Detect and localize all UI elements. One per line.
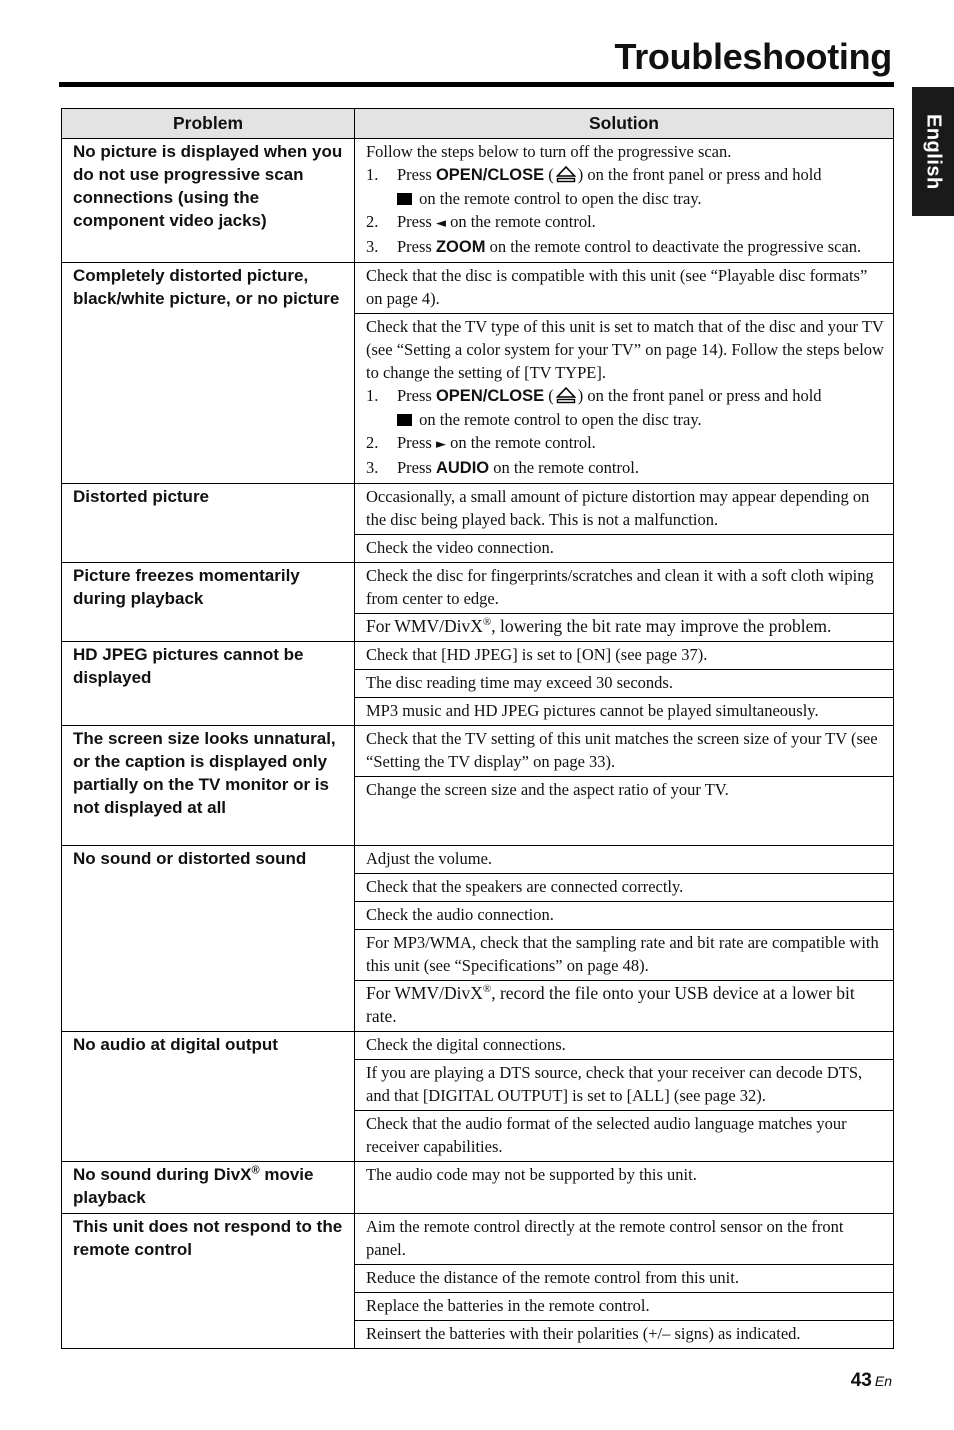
problem-cell: No picture is displayed when you do not use progressive scan connections (using the component video jacks) [62, 139, 355, 263]
language-tab [912, 87, 954, 216]
step-number: 3. [366, 458, 379, 477]
solution-cell: Adjust the volume. [355, 846, 894, 874]
step-text: Press [397, 237, 436, 256]
solution-text: , lowering the bit rate may improve the problem. [491, 616, 832, 636]
step-item [366, 431, 885, 456]
page-number-value: 43 [850, 1370, 872, 1391]
step-item: 1. Press OPEN/CLOSE ( ) on the front panel or press and hold on the remote control to open the disc tray. [366, 386, 822, 429]
audio-key: AUDIO [435, 459, 490, 477]
solution-cell [355, 139, 894, 263]
left-arrow-icon: ◄ [435, 216, 446, 231]
registered-mark: ® [482, 616, 492, 629]
problem-cell: Completely distorted picture, black/white picture, or no picture [62, 263, 355, 484]
problem-cell: HD JPEG pictures cannot be displayed [62, 642, 355, 726]
table-row [62, 1214, 894, 1265]
solution-cell: Check the video connection. [355, 535, 894, 563]
step-item [366, 235, 885, 259]
solution-cell: For MP3/WMA, check that the sampling rate and bit rate are compatible with this unit (see “Specifications” on page 48). [355, 930, 894, 981]
open-close-key: OPEN/CLOSE [435, 387, 545, 405]
solution-cell: Check that the TV setting of this unit matches the screen size of your TV (see “Setting the TV display” on page 33). [355, 726, 894, 777]
problem-text: No sound during DivX [73, 1165, 252, 1184]
step-text: Press [397, 165, 436, 184]
solution-cell: Reinsert the batteries with their polarities (+/– signs) as indicated. [355, 1321, 894, 1349]
solution-intro: Check that the TV type of this unit is set to match that of the disc and your TV (see “Setting a color system for your TV” on page 14). Follow the steps below to change the setting of [TV TYPE]. [366, 317, 884, 382]
table-row [62, 846, 894, 874]
step-text: on the remote control to deactivate the progressive scan. [485, 237, 862, 256]
solution-cell [355, 614, 894, 642]
step-text: on the remote control. [445, 433, 596, 452]
step-text: Press [397, 458, 436, 477]
table-row [62, 139, 894, 263]
zoom-key: ZOOM [435, 238, 486, 256]
step-number: 1. [366, 386, 379, 405]
registered-mark: ® [251, 1164, 260, 1177]
solution-cell: Occasionally, a small amount of picture distortion may appear depending on the disc being played back. This is not a malfunction. [355, 484, 894, 535]
table-row [62, 263, 894, 314]
page-number [851, 1370, 892, 1392]
solution-cell: The audio code may not be supported by this unit. [355, 1162, 894, 1214]
table-row [62, 642, 894, 670]
problem-cell: No sound or distorted sound [62, 846, 355, 1032]
eject-icon [556, 387, 576, 404]
step-number: 3. [366, 237, 379, 256]
table-row [62, 484, 894, 535]
table-header-row [62, 109, 894, 139]
solution-cell [355, 314, 894, 484]
step-item: 1. Press OPEN/CLOSE ( ) on the front panel or press and hold on the remote control to open the disc tray. [366, 165, 822, 208]
step-number: 1. [366, 165, 379, 184]
step-text: on the remote control. [445, 212, 596, 231]
table-row [62, 726, 894, 777]
title-rule [59, 82, 894, 87]
step-list [366, 163, 885, 259]
registered-mark: ® [482, 983, 492, 996]
solution-cell: Replace the batteries in the remote control. [355, 1293, 894, 1321]
stop-icon [397, 193, 412, 205]
problem-cell: This unit does not respond to the remote control [62, 1214, 355, 1349]
table-row [62, 1032, 894, 1060]
step-text: on the remote control to open the disc tray. [415, 189, 702, 208]
solution-cell: Check the disc for fingerprints/scratches and clean it with a soft cloth wiping from center to edge. [355, 563, 894, 614]
step-number: 2. [366, 433, 379, 452]
step-text: on the remote control. [489, 458, 639, 477]
step-text: Press [397, 212, 436, 231]
play-icon: ► [435, 437, 446, 452]
problem-cell: Distorted picture [62, 484, 355, 563]
language-code: En [874, 1373, 892, 1389]
open-close-key: OPEN/CLOSE [435, 166, 545, 184]
problem-cell: No audio at digital output [62, 1032, 355, 1162]
language-tab-label: English [922, 113, 945, 190]
solution-cell: Check that [HD JPEG] is set to [ON] (see page 37). [355, 642, 894, 670]
solution-column-header: Solution [355, 109, 894, 139]
solution-cell: Check that the speakers are connected correctly. [355, 874, 894, 902]
solution-text: For WMV/DivX [366, 983, 483, 1003]
table-row [62, 1162, 894, 1214]
solution-cell: Check that the disc is compatible with this unit (see “Playable disc formats” on page 4). [355, 263, 894, 314]
stop-icon [397, 414, 412, 426]
table-row [62, 563, 894, 614]
solution-intro: Follow the steps below to turn off the progressive scan. [366, 142, 732, 161]
solution-text: For WMV/DivX [366, 616, 483, 636]
problem-text: movie playback [73, 1165, 314, 1207]
problem-cell: Picture freezes momentarily during playback [62, 563, 355, 642]
step-number: 2. [366, 212, 379, 231]
problem-cell: The screen size looks unnatural, or the caption is displayed only partially on the TV monitor or is not displayed at all [62, 726, 355, 846]
step-text: Press [397, 433, 436, 452]
step-text: Press [397, 386, 436, 405]
solution-cell: MP3 music and HD JPEG pictures cannot be played simultaneously. [355, 698, 894, 726]
step-item [366, 210, 885, 235]
solution-cell: The disc reading time may exceed 30 seconds. [355, 670, 894, 698]
solution-cell: Reduce the distance of the remote control from this unit. [355, 1265, 894, 1293]
troubleshooting-table [61, 108, 894, 1349]
problem-cell [62, 1162, 355, 1214]
solution-text: , record the file onto your USB device at a lower bit rate. [366, 983, 855, 1026]
solution-cell [355, 981, 894, 1032]
step-text: on the front panel or press and hold [583, 165, 822, 184]
solution-cell: Check the audio connection. [355, 902, 894, 930]
step-text: on the remote control to open the disc tray. [415, 410, 702, 429]
solution-cell: If you are playing a DTS source, check that your receiver can decode DTS, and that [DIGITAL OUTPUT] is set to [ALL] (see page 32). [355, 1060, 894, 1111]
solution-cell: Aim the remote control directly at the remote control sensor on the front panel. [355, 1214, 894, 1265]
page-title: Troubleshooting [614, 36, 892, 77]
solution-cell: Change the screen size and the aspect ratio of your TV. [355, 777, 894, 846]
step-list [366, 384, 885, 480]
step-item [366, 456, 885, 480]
eject-icon [556, 166, 576, 183]
problem-column-header: Problem [62, 109, 355, 139]
solution-cell: Check the digital connections. [355, 1032, 894, 1060]
solution-cell: Check that the audio format of the selected audio language matches your receiver capabilities. [355, 1111, 894, 1162]
step-text: on the front panel or press and hold [583, 386, 822, 405]
